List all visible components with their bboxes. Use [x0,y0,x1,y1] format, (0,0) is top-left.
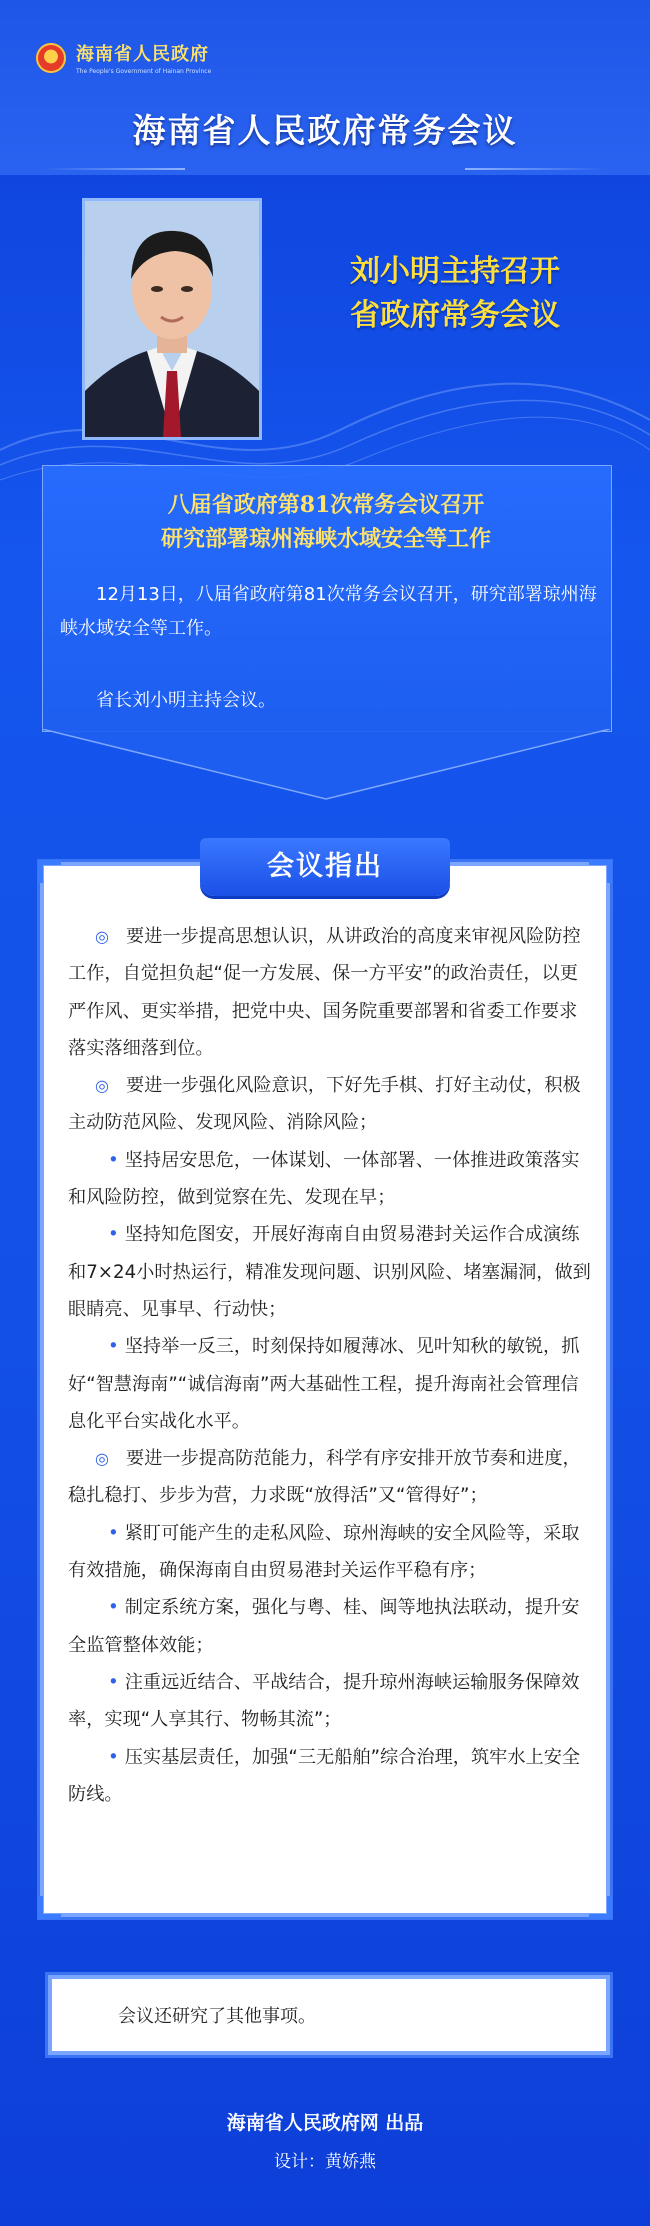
list-item-text: 要进一步提高思想认识，从讲政治的高度来审视风险防控工作，自觉担负起“促一方发展、保一方平安”的政治责任，以更严作风、更实举措，把党中央、国务院重要部署和省委工作要求落实落细落到位。 [68,926,581,1059]
dot-bullet-icon: • [108,1522,119,1544]
list-item [68,1589,593,1664]
list-item [68,1664,593,1739]
dot-bullet-icon: • [108,1149,119,1171]
intro-paragraph: 省长刘小明主持会议。 [96,690,276,711]
circle-bullet-icon: ◎ [95,1076,109,1096]
dot-bullet-icon: • [108,1597,119,1619]
designer-credit: 设计：黄娇燕 [274,2152,376,2172]
section-tab: 会议指出 [200,838,450,896]
list-item [68,1739,593,1814]
dot-bullet-icon: • [108,1336,119,1358]
intro-subtitle [42,488,610,556]
page-title: 海南省人民政府常务会议 [132,111,518,150]
corner-ornament [38,1896,61,1919]
list-item-text: 要进一步提高防范能力，科学有序安排开放节奏和进度，稳扎稳打、步步为营，力求既“放得活”又“管得好”； [68,1448,581,1507]
dot-bullet-icon: • [108,1746,119,1768]
corner-ornament [589,860,612,883]
corner-ornament [589,1896,612,1919]
intro-text [60,578,600,718]
list-item-text: 压实基层责任，加强“三无船舶”综合治理，筑牢水上安全防线。 [68,1746,581,1805]
list-item [68,1142,593,1217]
site-logo[interactable] [36,40,211,75]
national-emblem-icon [36,43,66,73]
producer-credit: 海南省人民政府网 出品 [226,2112,424,2134]
logo-text [76,40,211,75]
title-divider-left [45,168,185,170]
subtitle-line-2: 研究部署琼州海峡水域安全等工作 [160,526,491,552]
list-item [68,1515,593,1590]
meeting-points-list [68,918,593,1813]
list-item-text: 注重远近结合、平战结合，提升琼州海峡运输服务保障效率，实现“人享其行、物畅其流”； [68,1671,580,1731]
list-item [68,1440,593,1515]
logo-english-name: The People's Government of Hainan Province [76,68,212,75]
list-item-text: 制定系统方案，强化与粤、桂、闽等地执法联动，提升安全监管整体效能； [68,1597,580,1656]
hero-headline [290,250,620,338]
circle-bullet-icon: ◎ [95,927,109,946]
headline-line-2: 省政府常务会议 [350,298,560,333]
circle-bullet-icon: ◎ [95,1449,109,1469]
logo-name: 海南省人民政府 [76,44,209,65]
list-item [68,1328,593,1440]
intro-paragraph: 12月13日，八届省政府第81次常务会议召开，研究部署琼州海峡水域安全等工作。 [60,584,597,639]
dot-bullet-icon: • [108,1671,119,1693]
list-item [68,1216,593,1328]
portrait-photo [82,198,262,440]
note-text: 会议还研究了其他事项。 [118,2006,316,2027]
list-item-text: 坚持举一反三，时刻保持如履薄冰、见叶知秋的敏锐，抓好“智慧海南”“诚信海南”两大基础性工程，提升海南社会管理信息化平台实战化水平。 [68,1336,580,1432]
corner-ornament [38,860,61,883]
headline-line-1: 刘小明主持召开 [350,254,560,289]
intro-card-pointer-outline [42,729,610,801]
list-item-text: 坚持居安思危，一体谋划、一体部署、一体推进政策落实和风险防控，做到觉察在先、发现在早； [68,1149,580,1209]
list-item-text: 坚持知危图安，开展好海南自由贸易港封关运作合成演练和7×24小时热运行，精准发现问题、识别风险、堵塞漏洞，做到眼睛亮、见事早、行动快； [68,1224,591,1320]
list-item [68,918,593,1067]
list-item-text: 紧盯可能产生的走私风险、琼州海峡的安全风险等，采取有效措施，确保海南自由贸易港封关运作平稳有序； [68,1522,580,1582]
dot-bullet-icon: • [108,1224,119,1246]
list-item [68,1067,593,1142]
list-item-text: 要进一步强化风险意识，下好先手棋、打好主动仗，积极主动防范风险、发现风险、消除风险； [68,1075,581,1134]
title-divider-right [465,168,605,170]
subtitle-line-1: 八届省政府第81次常务会议召开 [167,492,485,518]
